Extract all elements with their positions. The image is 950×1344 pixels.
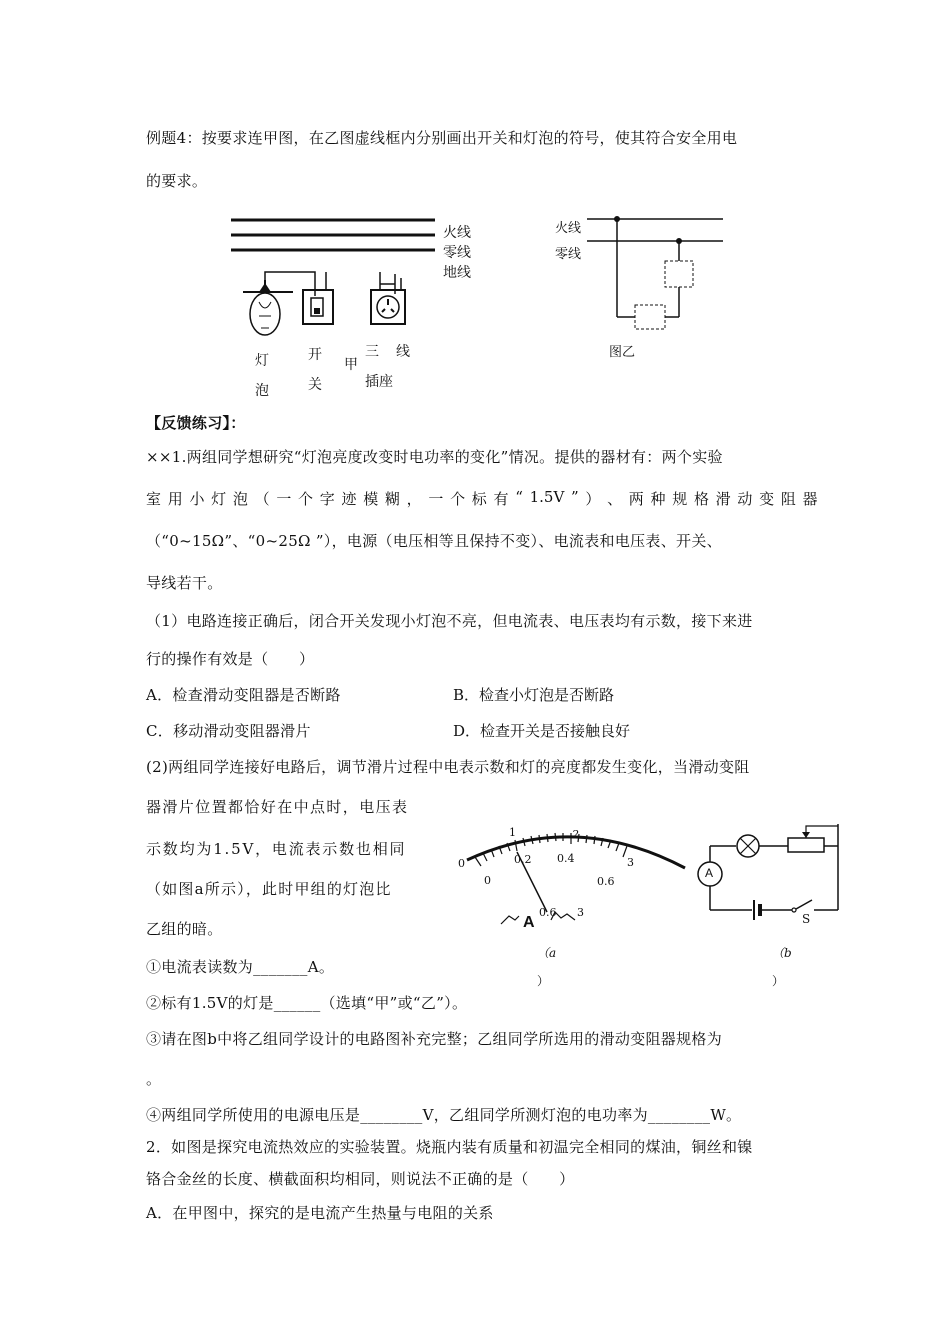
meter-bottom-0-6: 0.6 <box>597 875 615 888</box>
figure-jia <box>225 210 485 400</box>
label-socket-2: 线 <box>396 344 410 360</box>
q1-line2-char: 小 <box>189 490 205 508</box>
feedback-heading: 【反馈练习】： <box>146 414 246 432</box>
q1-line2-char: 灯 <box>211 490 227 508</box>
q1-part1-line1: （1）电路连接正确后，闭合开关发现小灯泡不亮，但电流表、电压表均有示数，接下来进 <box>146 612 753 630</box>
q1-line2-char: 格 <box>693 490 709 508</box>
q1-line2-char: 种 <box>650 490 666 508</box>
q1-line2-char: “ <box>515 488 523 506</box>
q1-line2-char: 个 <box>298 490 314 508</box>
label-neutral-wire: 零线 <box>443 245 471 261</box>
q2-line2: 铬合金丝的长度、横截面积均相同，则说法不正确的是（ ） <box>146 1170 575 1188</box>
q1-line2-char: ） <box>585 490 601 508</box>
q1-sub3-cont: 。 <box>146 1070 162 1088</box>
switch-symbol <box>303 272 333 324</box>
q2-line1: 2．如图是探究电流热效应的实验装置。烧瓶内装有质量和初温完全相同的煤油，铜丝和镍 <box>146 1138 753 1156</box>
ammeter-terminal-left <box>501 916 519 924</box>
label-live-wire: 火线 <box>443 225 471 241</box>
label-yi-live: 火线 <box>555 221 582 236</box>
yi-dashed-box-lower <box>635 305 665 329</box>
q1-line2-char: （ <box>254 490 270 508</box>
q1-line2-char: 动 <box>737 490 753 508</box>
q1-part2-line4: （如图a所示），此时甲组的灯泡比 <box>146 880 392 898</box>
q1-line2-char: 滑 <box>715 490 731 508</box>
q1-line2-char: 阻 <box>780 490 796 508</box>
figure-b-caption-close: ） <box>772 974 785 988</box>
q1-line2-char: ” <box>570 488 579 506</box>
q1-line2-char: 1.5V <box>529 488 565 506</box>
q1-line2-char: 迹 <box>341 490 357 508</box>
q1-line1: ××1.两组同学想研究“灯泡亮度改变时电功率的变化”情况。提供的器材有：两个实验 <box>146 448 723 466</box>
meter-bottom-0: 0 <box>484 874 491 887</box>
q1-line2-char: 两 <box>628 490 644 508</box>
circuit-ammeter-label: A <box>705 866 714 880</box>
meter-unit-a: A <box>523 914 535 931</box>
meter-top-2: 2 <box>572 828 579 841</box>
meter-bottom-0-2: 0.2 <box>514 853 532 866</box>
q1-line2-char: 标 <box>471 490 487 508</box>
figure-yi-caption: 图乙 <box>609 345 636 360</box>
label-ground-wire: 地线 <box>443 265 471 281</box>
meter-top-3: 3 <box>627 856 634 869</box>
bulb-symbol <box>243 272 315 335</box>
meter-top-0: 0 <box>458 857 465 870</box>
q1-part2-line5: 乙组的暗。 <box>146 920 223 938</box>
q1-part2-line2: 器滑片位置都恰好在中点时，电压表 <box>146 798 409 816</box>
q1-line2-char: 糊 <box>384 490 400 508</box>
q1-sub3: ③请在图b中将乙组同学设计的电路图补充完整；乙组同学所选用的滑动变阻器规格为 <box>146 1030 723 1048</box>
q2-option-a: A．在甲图中，探究的是电流产生热量与电阻的关系 <box>146 1204 494 1222</box>
q1-line3: （“0~15Ω”、“0~25Ω ”），电源（电压相等且保持不变）、电流表和电压表、开关、 <box>146 532 722 550</box>
q1-line2-char: 室 <box>146 490 162 508</box>
label-switch-1: 开 <box>308 347 322 363</box>
q1-line2-char: 规 <box>672 490 688 508</box>
meter-top-1: 1 <box>509 826 516 839</box>
figure-yi-drawing <box>555 205 735 365</box>
example4-line2: 的要求。 <box>146 172 208 190</box>
label-yi-neutral: 零线 <box>555 247 582 262</box>
q1-option-d: D．检查开关是否接触良好 <box>453 722 631 740</box>
q1-line2-char: ， <box>406 490 422 508</box>
q1-option-a: A．检查滑动变阻器是否断路 <box>146 686 341 704</box>
q1-line2 <box>146 488 818 509</box>
circuit-figure-b <box>696 820 846 995</box>
yi-dashed-box-upper <box>665 261 693 287</box>
q1-sub2: ②标有1.5V的灯是______（选填“甲”或“乙”）。 <box>146 994 468 1012</box>
q1-part2-line3: 示数均为1.5V，电流表示数也相同 <box>146 840 407 858</box>
label-socket-1: 三 <box>365 344 379 360</box>
label-bulb-1: 灯 <box>255 353 269 369</box>
label-switch-2: 关 <box>308 377 322 393</box>
q1-line2-char: 泡 <box>232 490 248 508</box>
q1-line2-char: 模 <box>363 490 379 508</box>
circuit-rheostat-symbol <box>788 838 824 852</box>
socket-symbol <box>371 272 405 324</box>
figure-yi <box>555 205 735 365</box>
label-bulb-2: 泡 <box>255 383 269 399</box>
example4-line1: 例题4：按要求连甲图，在乙图虚线框内分别画出开关和灯泡的符号，使其符合安全用电 <box>146 129 738 147</box>
q1-line2-char: 个 <box>450 490 466 508</box>
circuit-switch-blade <box>796 900 812 909</box>
q1-line2-char: 用 <box>167 490 183 508</box>
meter-bottom-0-4: 0.4 <box>557 852 575 865</box>
q1-sub4: ④两组同学所使用的电源电压是________V，乙组同学所测灯泡的电功率为________W。 <box>146 1106 742 1124</box>
q1-option-b: B．检查小灯泡是否断路 <box>453 686 615 704</box>
ammeter-dial-drawing <box>455 820 695 995</box>
q1-sub1: ①电流表读数为_______A。 <box>146 958 335 976</box>
ammeter-dial-arc <box>467 837 685 868</box>
circuit-switch-contact <box>792 908 796 912</box>
meter-terminal-3: 3 <box>577 906 584 919</box>
q1-line4: 导线若干。 <box>146 574 223 592</box>
q1-line2-char: 有 <box>493 490 509 508</box>
q1-part2-line1: (2)两组同学连接好电路后，调节滑片过程中电表示数和灯的亮度都发生变化，当滑动变阻 <box>146 758 750 776</box>
figure-b-caption: （b <box>772 946 792 960</box>
circuit-b-drawing <box>696 820 846 995</box>
q1-option-c: C．移动滑动变阻器滑片 <box>146 722 311 740</box>
figure-a-caption-close: ） <box>537 974 550 988</box>
q1-line2-char: 一 <box>276 490 292 508</box>
q1-line2-char: 字 <box>319 490 335 508</box>
label-jia: 甲 <box>344 357 358 373</box>
q1-line2-char: 器 <box>802 490 818 508</box>
circuit-switch-label: S <box>802 912 811 926</box>
label-socket-3: 插座 <box>365 374 393 390</box>
meter-terminal-0-6: 0.6 <box>539 906 557 919</box>
q1-line2-char: 、 <box>607 490 623 508</box>
q1-line2-char: 变 <box>759 490 775 508</box>
ammeter-figure-a <box>455 820 695 995</box>
figure-a-caption: （a <box>537 946 557 960</box>
q1-part1-line2: 行的操作有效是（ ） <box>146 650 315 668</box>
q1-line2-char: 一 <box>428 490 444 508</box>
